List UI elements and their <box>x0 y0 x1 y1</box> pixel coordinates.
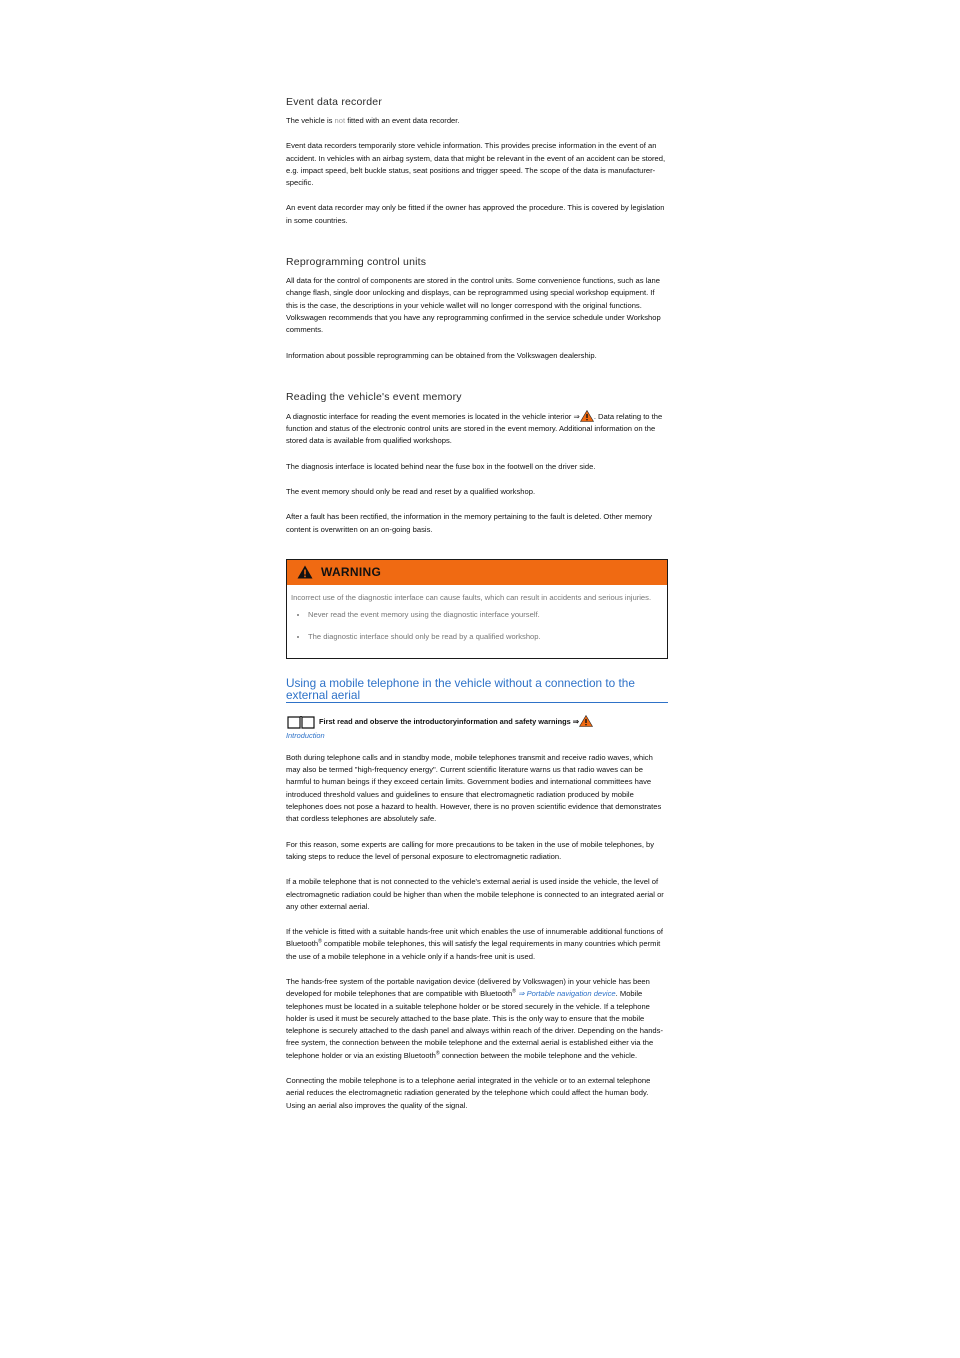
page-content <box>286 96 668 1125</box>
warning-triangle-icon <box>297 565 313 579</box>
paragraph: After a fault has been rectified, the information in the memory pertaining to the fault is deleted. Other memory content is overwritten on an on-going basis. <box>286 512 652 534</box>
paragraph: A diagnostic interface for reading the event memories is located in the vehicle interior ⇒ . Data relating to the function and status of the electronic control units are stored in the event memory. Additional information on the stored data is available from qualified workshops. <box>286 411 663 446</box>
warning-intro: Incorrect use of the diagnostic interface can cause faults, which can result in accidents and serious injuries. <box>291 592 652 602</box>
introduction-link[interactable]: Introduction <box>286 730 325 740</box>
warning-header <box>287 560 667 585</box>
paragraph: If the vehicle is fitted with a suitable hands-free unit which enables the use of innumerable additional functions of Bluetooth® compatible mobile telephones, this will satisfy the legal requirements in many countries which permit the use of a mobile telephone in a vehicle only if a hands-free unit is used. <box>286 927 663 961</box>
warning-box <box>286 559 668 659</box>
first-read-note <box>286 715 668 729</box>
warning-item: • Never read the event memory using the diagnostic interface yourself. <box>308 609 657 621</box>
book-icon <box>286 715 316 729</box>
first-read-text: First read and observe the introductoryinformation and safety warnings ⇒ <box>319 715 593 728</box>
warning-item: • The diagnostic interface should only be read by a qualified workshop. <box>308 631 657 643</box>
paragraph: The hands-free system of the portable navigation device (delivered by Volkswagen) in your vehicle has been developed for mobile telephones that are compatible with Bluetooth® ⇒ Portable navigation device. Mobile telephones must be located in a suitable telephone holder or be stored securely in the vehicle. If a telephone holder is used it must be securely attached to the base plate. This is the only way to ensure that the mobile telephone is securely attached to the dash panel and always within reach of the driver. Depending on the hands-free system, the connection between the mobile telephone and the external aerial is established either via the telephone holder or via an existing Bluetooth® connection between the mobile telephone and the vehicle. <box>286 976 663 1060</box>
warning-triangle-icon[interactable] <box>580 410 594 422</box>
warning-list <box>291 609 657 643</box>
paragraph: Information about possible reprogramming can be obtained from the Volkswagen dealership. <box>286 350 597 360</box>
paragraph: For this reason, some experts are calling for more precautions to be taken in the use of mobile telephones, by taking steps to reduce the level of personal exposure to electromagnetic radiation. <box>286 839 655 861</box>
paragraph: Connecting the mobile telephone is to a telephone aerial integrated in the vehicle or to an external telephone aerial reduces the electromagnetic radiation generated by the telephone which could affect the human body. Using an aerial also improves the quality of the signal. <box>286 1076 651 1110</box>
warning-title: WARNING <box>321 565 382 580</box>
paragraph: Both during telephone calls and in standby mode, mobile telephones transmit and receive radio waves, which may also be termed "high-frequency energy". Current scientific literature warns us that radio waves can be harmful to human beings if they exceed certain limits. Government bodies and international committees have introduced threshold values and guidelines to ensure that electromagnetic radiation produced by mobile telephones does not pose a hazard to health. However, there is no proven scientific evidence that demonstrates that cordless telephones are absolutely safe. <box>286 752 662 824</box>
warning-body <box>287 585 667 658</box>
paragraph: The vehicle is not fitted with an event data recorder. <box>286 116 460 125</box>
emphasis-not: not <box>334 116 346 125</box>
paragraph: The event memory should only be read and reset by a qualified workshop. <box>286 487 536 497</box>
portable-navigation-link[interactable]: ⇒ Portable navigation device <box>518 989 616 999</box>
section-heading-mobile-telephone: Using a mobile telephone in the vehicle without a connection to the external aerial <box>286 677 668 703</box>
paragraph: All data for the control of components are stored in the control units. Some convenience functions, such as lane change flash, single door unlocking and displays, can be reprogrammed using special workshop equipment. If this is the case, the descriptions in your vehicle wallet will no longer correspond with the original functions. Volkswagen recommends that you have any reprogramming confirmed in the service schedule under Workshop comments. <box>286 276 661 335</box>
section-heading-event-memory: Reading the vehicle's event memory <box>286 390 462 403</box>
warning-triangle-icon[interactable] <box>579 715 593 727</box>
paragraph: If a mobile telephone that is not connected to the vehicle's external aerial is used inside the vehicle, the level of electromagnetic radiation could be higher than when the mobile telephone is connected to an integrated aerial or any other external aerial. <box>286 877 664 911</box>
paragraph: Event data recorders temporarily store vehicle information. This provides precise information in the event of an accident. In vehicles with an airbag system, data that might be relevant in the event of an accident can be stored, e.g. impact speed, belt buckle status, seat positions and trigger speed. The scope of the data is manufacturer-specific. <box>286 141 666 188</box>
section-heading-reprogramming: Reprogramming control units <box>286 256 427 269</box>
paragraph: The diagnosis interface is located behind near the fuse box in the footwell on the driver side. <box>286 461 596 471</box>
paragraph: An event data recorder may only be fitted if the owner has approved the procedure. This is covered by legislation in some countries. <box>286 203 665 225</box>
section-heading-event-data-recorder: Event data recorder <box>286 96 383 108</box>
